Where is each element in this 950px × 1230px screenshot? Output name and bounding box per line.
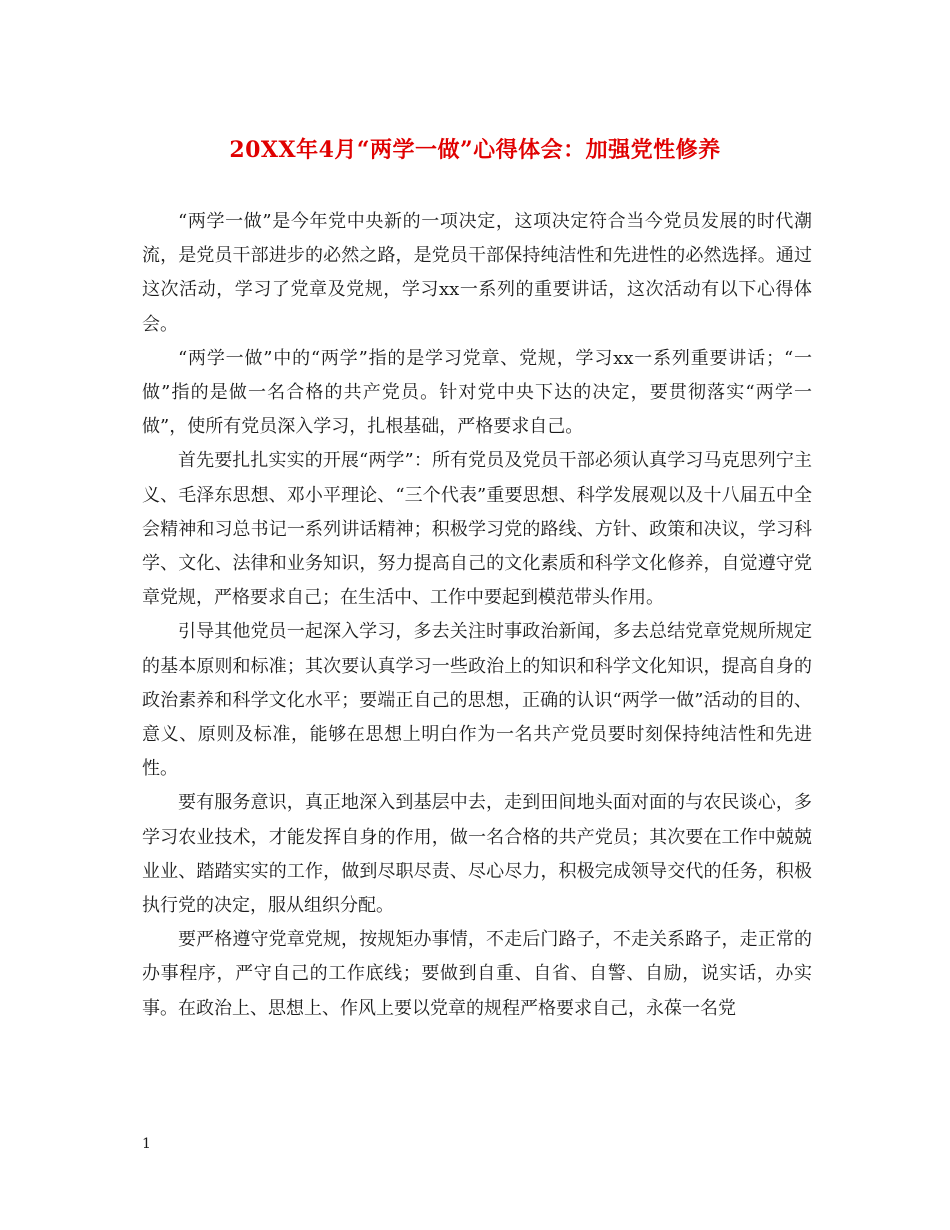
paragraph: 首先要扎扎实实的开展“两学”：所有党员及党员干部必须认真学习马克思列宁主义、毛泽东思想、邓小平理论、“三个代表”重要思想、科学发展观以及十八届五中全会精神和习总书记一系列讲话精神；积极学习党的路线、方针、政策和决议，学习科学、文化、法律和业务知识，努力提高自己的文化素质和科学文化修养，自觉遵守党章党规，严格要求自己；在生活中、工作中要起到模范带头作用。 (142, 450, 812, 609)
document-body (142, 205, 812, 1026)
paragraph: 要有服务意识，真正地深入到基层中去，走到田间地头面对面的与农民谈心，多学习农业技术，才能发挥自身的作用，做一名合格的共产党员；其次要在工作中兢兢业业、踏踏实实的工作，做到尽职尽责、尽心尽力，积极完成领导交代的任务，积极执行党的决定，服从组织分配。 (142, 792, 812, 917)
paragraph: 要严格遵守党章党规，按规矩办事情，不走后门路子，不走关系路子，走正常的办事程序，严守自己的工作底线；要做到自重、自省、自警、自励，说实话，办实事。在政治上、思想上、作风上要以党章的规程严格要求自己，永葆一名党 (142, 929, 812, 1019)
paragraph: “两学一做”是今年党中央新的一项决定，这项决定符合当今党员发展的时代潮流，是党员干部进步的必然之路，是党员干部保持纯洁性和先进性的必然选择。通过这次活动，学习了党章及党规，学习xx一系列的重要讲话，这次活动有以下心得体会。 (142, 211, 812, 335)
paragraph: “两学一做”中的“两学”指的是学习党章、党规，学习xx一系列重要讲话；“一做”指的是做一名合格的共产党员。针对党中央下达的决定，要贯彻落实“两学一做”，使所有党员深入学习，扎根基础，严格要求自己。 (142, 347, 812, 438)
page-number: 1 (142, 1136, 151, 1152)
paragraph: 引导其他党员一起深入学习，多去关注时事政治新闻，多去总结党章党规所规定的基本原则和标准；其次要认真学习一些政治上的知识和科学文化知识，提高自身的政治素养和科学文化水平；要端正自己的思想，正确的认识“两学一做”活动的目的、意义、原则及标准，能够在思想上明白作为一名共产党员要时刻保持纯洁性和先进性。 (142, 621, 812, 780)
document-title: 20XX年4月“两学一做”心得体会：加强党性修养 (229, 137, 721, 163)
